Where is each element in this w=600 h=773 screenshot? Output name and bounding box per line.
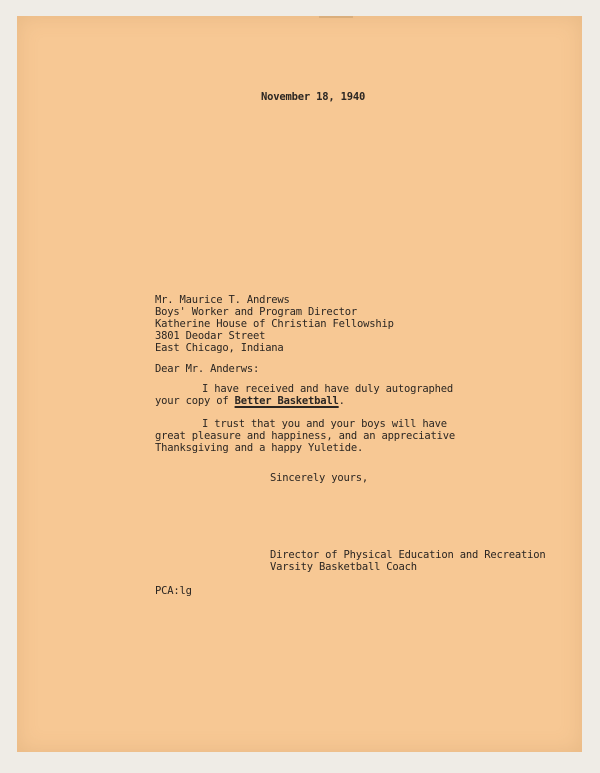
paragraph1-line2-prefix: your copy of <box>155 395 235 407</box>
recipient-title: Boys' Worker and Program Director <box>155 306 358 318</box>
recipient-street: 3801 Deodar Street <box>155 330 266 342</box>
recipient-organization: Katherine House of Christian Fellowship <box>155 318 394 330</box>
book-title: Better Basketball <box>234 395 339 407</box>
paragraph2-line2: great pleasure and happiness, and an appreciative <box>155 430 455 442</box>
paragraph2-line1: I trust that you and your boys will have <box>202 418 447 430</box>
reference-initials: PCA:lg <box>155 585 192 597</box>
paragraph1-line1: I have received and have duly autographed <box>202 383 453 395</box>
closing: Sincerely yours, <box>270 472 368 484</box>
paper-edge-mark <box>319 16 353 18</box>
salutation: Dear Mr. Anderws: <box>155 363 260 375</box>
recipient-name: Mr. Maurice T. Andrews <box>155 294 290 306</box>
paragraph1-line2-suffix: . <box>338 395 345 407</box>
signature-line2: Varsity Basketball Coach <box>270 561 417 573</box>
recipient-city: East Chicago, Indiana <box>155 342 284 354</box>
paragraph2-line3: Thanksgiving and a happy Yuletide. <box>155 442 364 454</box>
paragraph1-line2 <box>155 395 345 407</box>
signature-line1: Director of Physical Education and Recreation <box>270 549 546 561</box>
letter-date: November 18, 1940 <box>261 91 366 103</box>
letter-sheet <box>17 16 582 752</box>
